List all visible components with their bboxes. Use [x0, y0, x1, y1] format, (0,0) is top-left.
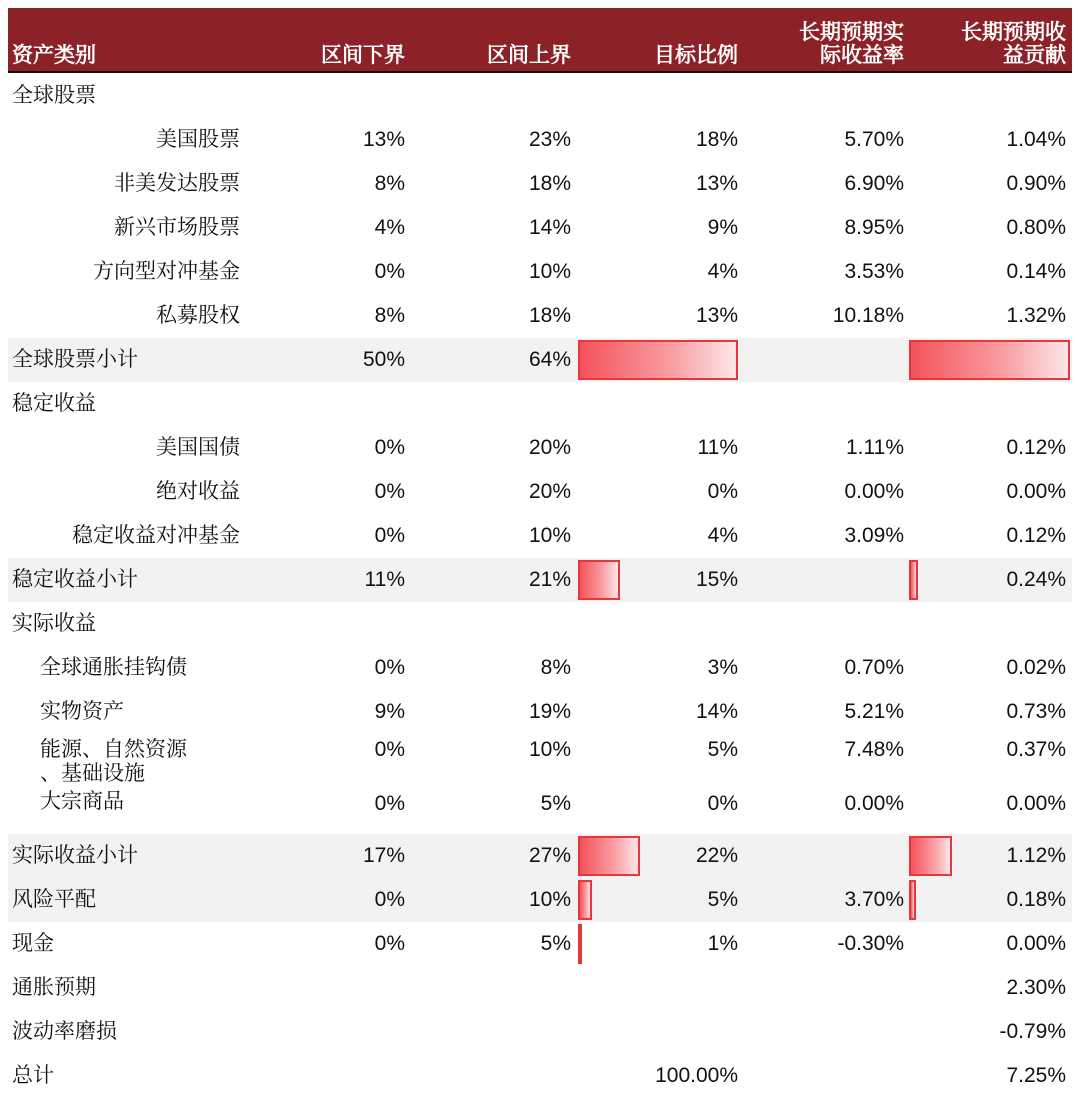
row-label: 绝对收益	[156, 480, 240, 503]
cell-expected-real-return: 10.18%	[832, 304, 904, 327]
table-row	[8, 250, 1072, 294]
cell-upper-bound: 18%	[528, 304, 571, 327]
cell-return-contribution: 0.12%	[1006, 436, 1066, 459]
cell-upper-bound: 8%	[540, 656, 571, 679]
table-row	[8, 922, 1072, 966]
cell-return-contribution: 0.37%	[1006, 738, 1066, 761]
cell-return-contribution: -0.79%	[999, 1020, 1066, 1043]
cell-return-contribution: 0.18%	[1006, 888, 1066, 911]
row-label: 风险平配	[12, 888, 96, 911]
target-weight-databar	[578, 836, 640, 876]
table-row	[8, 514, 1072, 558]
row-label: 总计	[12, 1064, 54, 1087]
row-label: 非美发达股票	[114, 172, 240, 195]
cell-return-contribution: 0.73%	[1006, 700, 1066, 723]
cell-lower-bound: 0%	[374, 738, 405, 761]
cell-return-contribution: 0.00%	[1006, 480, 1066, 503]
cell-return-contribution: 1.04%	[1006, 128, 1066, 151]
header-target-weight: 目标比例	[654, 44, 738, 67]
row-label: 稳定收益	[12, 392, 96, 415]
row-label: 新兴市场股票	[114, 216, 240, 239]
cell-expected-real-return: 7.48%	[844, 738, 904, 761]
cell-expected-real-return: 5.70%	[844, 128, 904, 151]
row-label: 实际收益小计	[12, 844, 138, 867]
row-label: 稳定收益对冲基金	[72, 524, 240, 547]
cell-expected-real-return: 3.53%	[844, 260, 904, 283]
cell-lower-bound: 4%	[374, 216, 405, 239]
cell-expected-real-return: 5.21%	[844, 700, 904, 723]
cell-lower-bound: 0%	[374, 480, 405, 503]
cell-target-weight: 15%	[695, 568, 738, 591]
cell-return-contribution: 0.90%	[1006, 172, 1066, 195]
cell-lower-bound: 0%	[374, 932, 405, 955]
cell-target-weight: 4%	[707, 260, 738, 283]
table-header	[8, 8, 1072, 73]
cell-upper-bound: 14%	[528, 216, 571, 239]
cell-target-weight: 13%	[695, 172, 738, 195]
row-label: 实际收益	[12, 612, 96, 635]
return-contribution-databar	[909, 880, 916, 920]
cell-lower-bound: 9%	[374, 700, 405, 723]
cell-return-contribution: 0.80%	[1006, 216, 1066, 239]
cell-lower-bound: 0%	[374, 260, 405, 283]
cell-target-weight: 13%	[695, 304, 738, 327]
cell-target-weight: 9%	[707, 216, 738, 239]
header-upper-bound: 区间上界	[487, 44, 571, 67]
table-row	[8, 602, 1072, 646]
cell-target-weight: 0%	[707, 792, 738, 815]
row-label: 通胀预期	[12, 976, 96, 999]
header-lower-bound: 区间下界	[321, 44, 405, 67]
table-row	[8, 206, 1072, 250]
return-contribution-databar	[909, 560, 918, 600]
row-label: 现金	[12, 932, 54, 955]
table-row	[8, 162, 1072, 206]
target-weight-databar	[578, 880, 592, 920]
cell-upper-bound: 5%	[540, 792, 571, 815]
row-label: 美国国债	[156, 436, 240, 459]
cell-lower-bound: 11%	[364, 568, 405, 591]
table-row	[8, 470, 1072, 514]
cell-upper-bound: 20%	[528, 436, 571, 459]
row-label: 大宗商品	[40, 790, 124, 813]
cell-lower-bound: 8%	[374, 304, 405, 327]
cell-expected-real-return: 8.95%	[844, 216, 904, 239]
cell-upper-bound: 10%	[528, 738, 571, 761]
cell-expected-real-return: 3.09%	[844, 524, 904, 547]
cell-upper-bound: 19%	[528, 700, 571, 723]
cell-upper-bound: 27%	[528, 844, 571, 867]
target-weight-databar	[578, 340, 738, 380]
cell-upper-bound: 10%	[528, 524, 571, 547]
cell-return-contribution: 0.00%	[1006, 792, 1066, 815]
header-return-contribution: 长期预期收 益贡献	[961, 21, 1066, 67]
cell-lower-bound: 17%	[362, 844, 405, 867]
cell-return-contribution: 0.14%	[1006, 260, 1066, 283]
cell-expected-real-return: 1.11%	[846, 436, 904, 459]
return-contribution-databar	[909, 340, 1070, 380]
cell-return-contribution: 2.30%	[1006, 976, 1066, 999]
row-label: 全球股票小计	[12, 348, 138, 371]
row-label: 能源、自然资源 、基础设施	[40, 738, 187, 785]
table-row	[8, 426, 1072, 470]
row-label: 波动率磨损	[12, 1020, 117, 1043]
row-label: 全球股票	[12, 84, 96, 107]
cell-lower-bound: 50%	[362, 348, 405, 371]
cell-upper-bound: 18%	[528, 172, 571, 195]
table-row	[8, 382, 1072, 426]
cell-lower-bound: 0%	[374, 792, 405, 815]
cell-return-contribution: 1.12%	[1006, 844, 1066, 867]
table-row	[8, 294, 1072, 338]
cell-return-contribution: 7.25%	[1006, 1064, 1066, 1087]
cell-target-weight: 100.00%	[655, 1064, 738, 1087]
cell-expected-real-return: 0.70%	[844, 656, 904, 679]
table-row	[8, 966, 1072, 1010]
cell-lower-bound: 8%	[374, 172, 405, 195]
cell-upper-bound: 23%	[528, 128, 571, 151]
cell-upper-bound: 10%	[528, 888, 571, 911]
cell-expected-real-return: 0.00%	[844, 792, 904, 815]
cell-return-contribution: 1.32%	[1006, 304, 1066, 327]
target-weight-databar	[578, 560, 620, 600]
cell-upper-bound: 5%	[540, 932, 571, 955]
row-label: 全球通胀挂钩债	[40, 656, 187, 679]
cell-target-weight: 1%	[707, 932, 738, 955]
cell-target-weight: 5%	[707, 888, 738, 911]
cell-lower-bound: 0%	[374, 436, 405, 459]
cell-target-weight: 3%	[707, 656, 738, 679]
cell-lower-bound: 0%	[374, 888, 405, 911]
table-row	[8, 1054, 1072, 1098]
cell-upper-bound: 64%	[528, 348, 571, 371]
return-contribution-databar	[909, 836, 952, 876]
cell-upper-bound: 20%	[528, 480, 571, 503]
cell-target-weight: 11%	[697, 436, 738, 459]
cell-target-weight: 4%	[707, 524, 738, 547]
table-row	[8, 74, 1072, 118]
cell-upper-bound: 21%	[528, 568, 571, 591]
row-label: 私募股权	[156, 304, 240, 327]
cell-lower-bound: 0%	[374, 524, 405, 547]
cell-return-contribution: 0.12%	[1006, 524, 1066, 547]
table-row	[8, 646, 1072, 690]
cell-expected-real-return: 0.00%	[844, 480, 904, 503]
cell-expected-real-return: 6.90%	[844, 172, 904, 195]
cell-target-weight: 0%	[707, 480, 738, 503]
row-label: 实物资产	[40, 700, 124, 723]
cell-upper-bound: 10%	[528, 260, 571, 283]
row-label: 方向型对冲基金	[93, 260, 240, 283]
cell-return-contribution: 0.00%	[1006, 932, 1066, 955]
cell-return-contribution: 0.02%	[1006, 656, 1066, 679]
cell-expected-real-return: -0.30%	[837, 932, 904, 955]
table-row	[8, 1010, 1072, 1054]
cell-lower-bound: 0%	[374, 656, 405, 679]
target-weight-databar	[578, 924, 582, 964]
cell-return-contribution: 0.24%	[1006, 568, 1066, 591]
header-asset-class: 资产类别	[12, 44, 96, 67]
cell-target-weight: 5%	[707, 738, 738, 761]
table-row	[8, 118, 1072, 162]
cell-target-weight: 18%	[695, 128, 738, 151]
table-row	[8, 790, 1072, 830]
cell-target-weight: 22%	[695, 844, 738, 867]
row-label: 稳定收益小计	[12, 568, 138, 591]
cell-lower-bound: 13%	[362, 128, 405, 151]
cell-target-weight: 14%	[695, 700, 738, 723]
header-expected-real-return: 长期预期实 际收益率	[799, 21, 904, 67]
row-label: 美国股票	[156, 128, 240, 151]
cell-expected-real-return: 3.70%	[844, 888, 904, 911]
